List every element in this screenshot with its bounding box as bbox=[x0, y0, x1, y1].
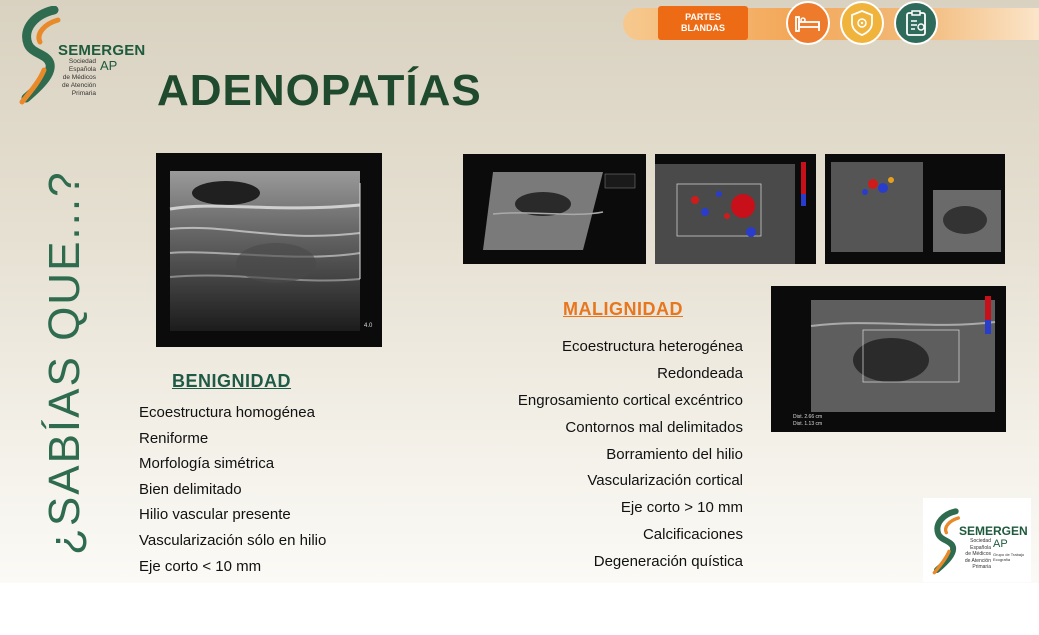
hospital-bed-icon[interactable] bbox=[786, 1, 830, 45]
ultrasound-malign-doppler-2 bbox=[825, 154, 1005, 264]
malign-item: Contornos mal delimitados bbox=[565, 418, 743, 436]
ultrasound-malign-image-2 bbox=[771, 286, 1006, 432]
logo-bottom-subtitle: Sociedad Española de Médicos de Atención Primaria bbox=[964, 538, 991, 570]
ultrasound-benign-image bbox=[156, 153, 382, 347]
shield-virus-icon[interactable] bbox=[840, 1, 884, 45]
malign-item: Borramiento del hilio bbox=[606, 445, 743, 463]
clipboard-report-icon[interactable] bbox=[894, 1, 938, 45]
benign-item: Reniforme bbox=[139, 429, 209, 447]
benign-item: Hilio vascular presente bbox=[139, 506, 291, 524]
ultrasound-malign-image-1 bbox=[463, 154, 646, 264]
semergen-logo-bottom bbox=[923, 498, 1031, 582]
logo-subtitle: Sociedad Española de Médicos de Atención Primaria bbox=[62, 58, 96, 97]
benign-item: Bien delimitado bbox=[139, 480, 242, 498]
side-title: ¿SABÍAS QUE...? bbox=[40, 170, 89, 555]
malign-item: Vascularización cortical bbox=[587, 472, 743, 490]
logo-bottom-ap: AP bbox=[993, 538, 1008, 550]
measure-dist-2: Dist. 1.13 cm bbox=[793, 421, 823, 427]
benign-list bbox=[139, 400, 326, 579]
logo-bottom-group: Grupo de Trabajo Ecografía bbox=[993, 552, 1025, 562]
malign-item: Engrosamiento cortical excéntrico bbox=[517, 391, 743, 409]
malign-item: Redondeada bbox=[657, 364, 743, 382]
benign-item: Eje corto < 10 mm bbox=[139, 557, 262, 575]
benign-item: Ecoestructura homogénea bbox=[139, 404, 315, 421]
benign-heading: BENIGNIDAD bbox=[172, 371, 292, 391]
semergen-logo bbox=[14, 6, 146, 106]
malign-list bbox=[470, 334, 743, 576]
measure-dist-1: Dist. 2.66 cm bbox=[793, 414, 823, 420]
category-tag-button[interactable]: PARTES BLANDAS bbox=[658, 6, 748, 40]
logo-bottom-brand: SEMERGEN bbox=[959, 524, 1028, 538]
malign-item: Eje corto > 10 mm bbox=[620, 499, 743, 517]
ultrasound-malign-doppler-1 bbox=[655, 154, 816, 264]
malign-heading: MALIGNIDAD bbox=[563, 299, 683, 319]
page-title: ADENOPATÍAS bbox=[157, 66, 482, 115]
benign-item: Morfología simétrica bbox=[139, 455, 275, 473]
depth-label: 4.0 bbox=[364, 323, 373, 329]
malign-item: Ecoestructura heterogénea bbox=[562, 338, 743, 355]
logo-ap: AP bbox=[100, 58, 118, 73]
benign-item: Vascularización sólo en hilio bbox=[139, 531, 327, 549]
malign-item: Calcificaciones bbox=[642, 526, 743, 544]
malign-item: Degeneración quística bbox=[593, 553, 743, 571]
logo-brand: SEMERGEN bbox=[58, 42, 146, 59]
